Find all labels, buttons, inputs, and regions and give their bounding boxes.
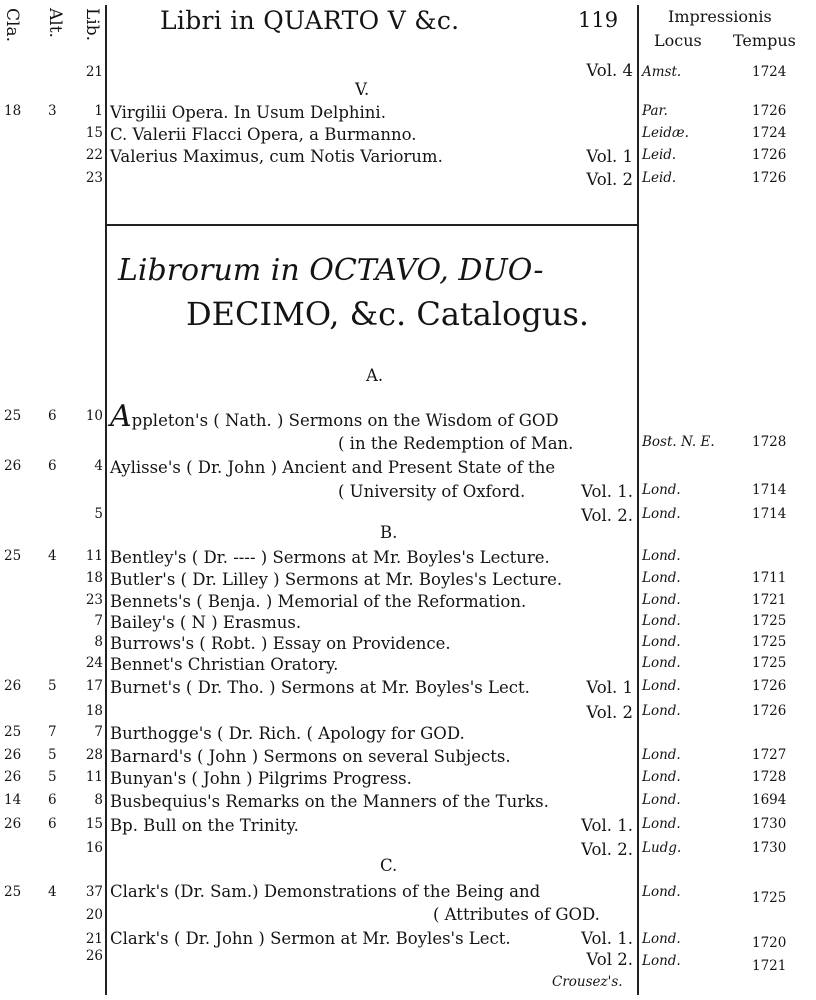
cla-number: 26 bbox=[4, 747, 22, 763]
lib-number: 5 bbox=[94, 506, 103, 522]
impression-year: 1721 bbox=[752, 958, 787, 974]
impression-place: Par. bbox=[642, 103, 668, 119]
section-divider bbox=[105, 224, 638, 226]
volume-label: Vol. 2 bbox=[586, 170, 633, 189]
lib-number: 17 bbox=[85, 678, 103, 694]
alt-number: 4 bbox=[48, 548, 57, 564]
section-letter: C. bbox=[380, 856, 398, 875]
tempus-heading: Tempus bbox=[733, 31, 796, 50]
lib-number: 11 bbox=[85, 769, 103, 785]
entry-title: Burnet's ( Dr. Tho. ) Sermons at Mr. Boyles's Lect. bbox=[110, 678, 530, 697]
impression-year: 1726 bbox=[752, 703, 787, 719]
impression-year: 1728 bbox=[752, 434, 787, 450]
entry-title: Burthogge's ( Dr. Rich. ( Apology for GOD. bbox=[110, 724, 465, 743]
impression-year: 1730 bbox=[752, 816, 787, 832]
impression-place: Lond. bbox=[642, 931, 681, 947]
lib-number: 4 bbox=[94, 458, 103, 474]
cla-number: 25 bbox=[4, 884, 22, 900]
impressionis-heading: Impressionis bbox=[668, 7, 772, 26]
volume-label: Vol. 2. bbox=[581, 840, 633, 859]
impression-place: Lond. bbox=[642, 634, 681, 650]
impression-year: 1725 bbox=[752, 890, 787, 906]
entry-title: Aylisse's ( Dr. John ) Ancient and Present State of the bbox=[110, 458, 556, 477]
lib-number: 8 bbox=[94, 634, 103, 650]
lib-number: 7 bbox=[94, 613, 103, 629]
entry-title-cont: ( University of Oxford. bbox=[338, 482, 526, 501]
impression-year: 1694 bbox=[752, 792, 787, 808]
left-rule bbox=[105, 5, 107, 995]
cla-number: 25 bbox=[4, 724, 22, 740]
entry-title: Bennets's ( Benja. ) Memorial of the Reformation. bbox=[110, 592, 527, 611]
entry-title: Bunyan's ( John ) Pilgrims Progress. bbox=[110, 769, 412, 788]
volume-label: Vol 2. bbox=[586, 950, 633, 969]
volume-label: Vol. 1. bbox=[581, 816, 633, 835]
impression-place: Bost. N. E. bbox=[642, 434, 715, 450]
locus-heading: Locus bbox=[654, 31, 702, 50]
lib-number: 18 bbox=[85, 703, 103, 719]
entry-title: Appleton's ( Nath. ) Sermons on the Wisdom of GOD bbox=[110, 399, 559, 434]
impression-year: 1726 bbox=[752, 678, 787, 694]
cla-number: 18 bbox=[4, 103, 22, 119]
impression-place: Leid. bbox=[642, 170, 677, 186]
impression-place: Amst. bbox=[642, 64, 682, 80]
col-head-lib: Lib. bbox=[82, 8, 102, 42]
lib-number: 15 bbox=[85, 125, 103, 141]
entry-title: Burrows's ( Robt. ) Essay on Providence. bbox=[110, 634, 451, 653]
impression-year: 1725 bbox=[752, 655, 787, 671]
entry-title: Butler's ( Dr. Lilley ) Sermons at Mr. Boyles's Lecture. bbox=[110, 570, 563, 589]
cla-number: 26 bbox=[4, 678, 22, 694]
volume-label: Vol. 2 bbox=[586, 703, 633, 722]
lib-number: 23 bbox=[85, 170, 103, 186]
impression-place: Lond. bbox=[642, 884, 681, 900]
alt-number: 6 bbox=[48, 792, 57, 808]
entry-title: Clark's (Dr. Sam.) Demonstrations of the Being and bbox=[110, 882, 541, 901]
lib-number: 11 bbox=[85, 548, 103, 564]
lib-number: 22 bbox=[85, 147, 103, 163]
impression-year: 1714 bbox=[752, 482, 787, 498]
impression-year: 1730 bbox=[752, 840, 787, 856]
impression-place: Lond. bbox=[642, 613, 681, 629]
octavo-heading-line2: DECIMO, &c. Catalogus. bbox=[186, 295, 590, 333]
impression-year: 1711 bbox=[752, 570, 787, 586]
lib-number: 20 bbox=[85, 907, 103, 923]
octavo-heading-line1: Librorum in OCTAVO, DUO- bbox=[118, 253, 544, 288]
impression-place: Lond. bbox=[642, 506, 681, 522]
impression-place: Ludg. bbox=[642, 840, 682, 856]
impression-place: Lond. bbox=[642, 570, 681, 586]
volume-label: Vol. 1 bbox=[586, 678, 633, 697]
alt-number: 6 bbox=[48, 816, 57, 832]
cla-number: 14 bbox=[4, 792, 22, 808]
right-rule bbox=[637, 5, 639, 995]
impression-year: 1726 bbox=[752, 103, 787, 119]
lib-number: 23 bbox=[85, 592, 103, 608]
impression-place: Leid. bbox=[642, 147, 677, 163]
lib-number: 10 bbox=[85, 408, 103, 424]
alt-number: 7 bbox=[48, 724, 57, 740]
lib-number: 37 bbox=[85, 884, 103, 900]
impression-year: 1725 bbox=[752, 613, 787, 629]
col-head-cla: Cla. bbox=[2, 8, 22, 42]
catchword: Crousez's. bbox=[552, 974, 623, 990]
entry-title: Bailey's ( N ) Erasmus. bbox=[110, 613, 302, 632]
lib-number: 15 bbox=[85, 816, 103, 832]
impression-year: 1724 bbox=[752, 125, 787, 141]
lib-number: 18 bbox=[85, 570, 103, 586]
volume-label: Vol. 1 bbox=[586, 147, 633, 166]
impression-place: Lond. bbox=[642, 678, 681, 694]
impression-place: Lond. bbox=[642, 792, 681, 808]
cla-number: 25 bbox=[4, 548, 22, 564]
entry-title: C. Valerii Flacci Opera, a Burmanno. bbox=[110, 125, 417, 144]
impression-year: 1714 bbox=[752, 506, 787, 522]
section-letter: B. bbox=[380, 523, 398, 542]
lib-number: 21 bbox=[85, 931, 103, 947]
cla-number: 26 bbox=[4, 816, 22, 832]
cla-number: 25 bbox=[4, 408, 22, 424]
impression-place: Lond. bbox=[642, 548, 681, 564]
impression-place: Lond. bbox=[642, 655, 681, 671]
impression-place: Lond. bbox=[642, 482, 681, 498]
lib-number: 7 bbox=[94, 724, 103, 740]
impression-year: 1726 bbox=[752, 170, 787, 186]
impression-year: 1721 bbox=[752, 592, 787, 608]
alt-number: 6 bbox=[48, 408, 57, 424]
entry-title: Valerius Maximus, cum Notis Variorum. bbox=[110, 147, 443, 166]
drop-cap: A bbox=[110, 399, 132, 434]
lib-number: 16 bbox=[85, 840, 103, 856]
cla-number: 26 bbox=[4, 769, 22, 785]
impression-year: 1726 bbox=[752, 147, 787, 163]
volume-label: Vol. 2. bbox=[581, 506, 633, 525]
impression-year: 1727 bbox=[752, 747, 787, 763]
col-head-alt: Alt. bbox=[45, 8, 65, 38]
entry-title: Bennet's Christian Oratory. bbox=[110, 655, 339, 674]
section-letter: A. bbox=[366, 366, 384, 385]
volume-label: Vol. 1. bbox=[581, 482, 633, 501]
alt-number: 5 bbox=[48, 747, 57, 763]
impression-place: Lond. bbox=[642, 703, 681, 719]
impression-place: Lond. bbox=[642, 747, 681, 763]
entry-title-cont: ( in the Redemption of Man. bbox=[338, 434, 574, 453]
cla-number: 26 bbox=[4, 458, 22, 474]
entry-title-cont: ( Attributes of GOD. bbox=[433, 905, 600, 924]
lib-number: 1 bbox=[94, 103, 103, 119]
alt-number: 6 bbox=[48, 458, 57, 474]
page-number: 119 bbox=[578, 8, 619, 32]
impression-place: Lond. bbox=[642, 592, 681, 608]
impression-place: Lond. bbox=[642, 769, 681, 785]
impression-place: Leidæ. bbox=[642, 125, 689, 141]
volume-label: Vol. 1. bbox=[581, 929, 633, 948]
entry-title: Bentley's ( Dr. ---- ) Sermons at Mr. Boyles's Lecture. bbox=[110, 548, 550, 567]
lib-number: 28 bbox=[85, 747, 103, 763]
lib-number: 26 bbox=[85, 948, 103, 964]
impression-year: 1720 bbox=[752, 935, 787, 951]
impression-year: 1724 bbox=[752, 64, 787, 80]
impression-year: 1725 bbox=[752, 634, 787, 650]
section-letter: V. bbox=[355, 80, 370, 99]
volume-label: Vol. 4 bbox=[586, 61, 633, 80]
lib-number: 24 bbox=[85, 655, 103, 671]
alt-number: 5 bbox=[48, 769, 57, 785]
impression-year: 1728 bbox=[752, 769, 787, 785]
entry-title: Virgilii Opera. In Usum Delphini. bbox=[110, 103, 386, 122]
lib-number: 8 bbox=[94, 792, 103, 808]
impression-place: Lond. bbox=[642, 953, 681, 969]
entry-title: Bp. Bull on the Trinity. bbox=[110, 816, 299, 835]
entry-title: Busbequius's Remarks on the Manners of the Turks. bbox=[110, 792, 549, 811]
alt-number: 5 bbox=[48, 678, 57, 694]
page-header-title: Libri in QUARTO V &c. bbox=[160, 6, 460, 35]
alt-number: 3 bbox=[48, 103, 57, 119]
impression-place: Lond. bbox=[642, 816, 681, 832]
entry-title: Clark's ( Dr. John ) Sermon at Mr. Boyles's Lect. bbox=[110, 929, 511, 948]
alt-number: 4 bbox=[48, 884, 57, 900]
lib-number: 21 bbox=[85, 64, 103, 80]
entry-title: Barnard's ( John ) Sermons on several Subjects. bbox=[110, 747, 511, 766]
